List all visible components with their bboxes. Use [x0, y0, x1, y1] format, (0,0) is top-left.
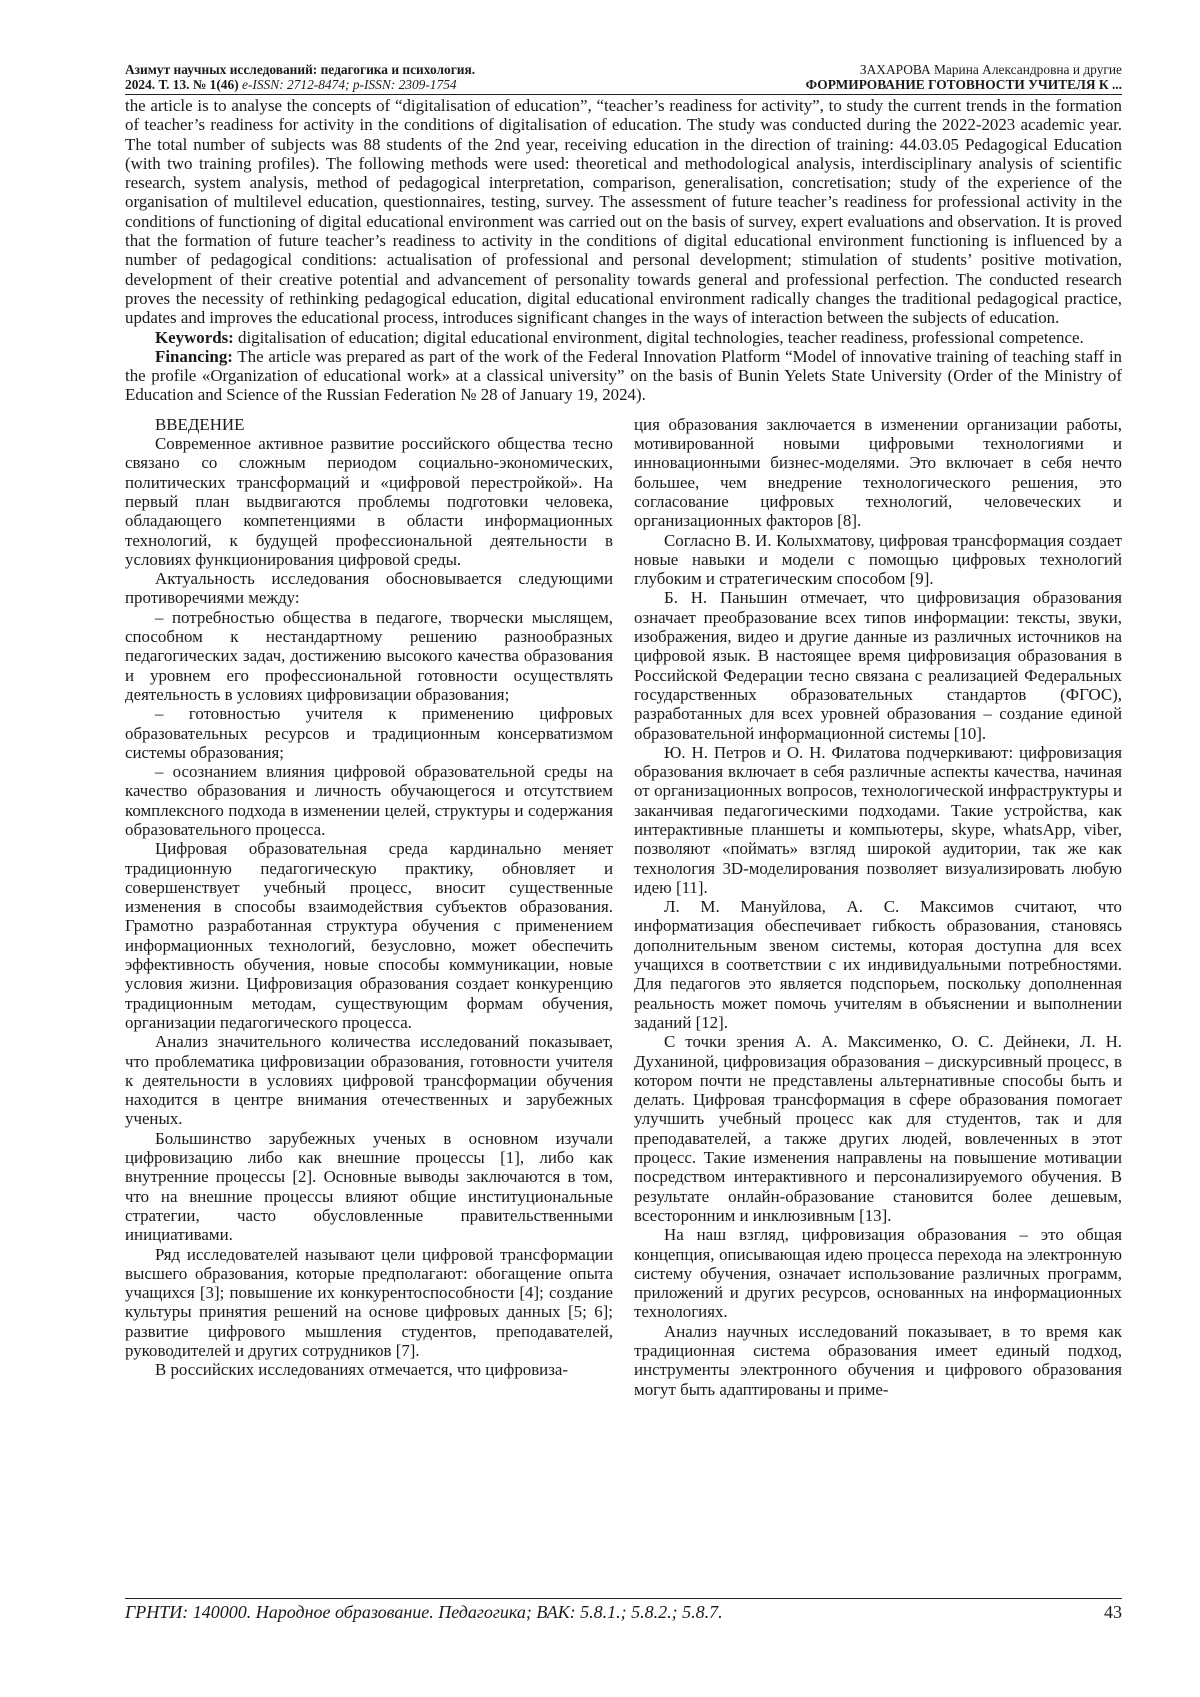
right-column	[634, 415, 1122, 1399]
paragraph: На наш взгляд, цифровизация образования – это общая концепция, описывающая идею процесса перехода на электронную систему обучения, означает использование различных программ, приложений и других ресурсов, основанных на информационных технологиях.	[634, 1225, 1122, 1322]
paragraph: Ю. Н. Петров и О. Н. Филатова подчеркивают: цифровизация образования включает в себя различные аспекты качества, начиная от организационных вопросов, технологической инфраструктуры и заканчивая педагогическими подходами. Такие устройства, как интерактивные планшеты и компьютеры, skype, whatsApp, viber, позволяют «поймать» взгляд широкой аудитории, так же как технология 3D-моделирования позволяет визуализировать любую идею [11].	[634, 742, 1122, 897]
paragraph: С точки зрения А. А. Максименко, О. С. Дейнеки, Л. Н. Духаниной, цифровизация образования – дискурсивный процесс, в котором почти не представлены альтернативные способы быть и делать. Цифровая трансформация в сфере образования помогает улучшить учебный процесс как для студентов, так и для преподавателей, а также других людей, вовлеченных в этот процесс. Такие изменения направлены на повышение мотивации посредством интерактивного и персонализируемого обучения. В результате онлайн-образование становится более дешевым, всесторонним и инклюзивным [13].	[634, 1032, 1122, 1225]
body-columns	[125, 415, 1122, 1399]
section-heading: ВВЕДЕНИЕ	[155, 414, 245, 434]
paragraph: Л. М. Мануйлова, А. С. Максимов считают, что информатизация обеспечивает гибкость образования, становясь дополнительным звеном системы, которая доступна для всех учащихся в соответствии с их индивидуальными потребностями. Для педагогов это является подспорьем, поскольку дополненная реальность может помочь учителям в объяснении и выполнении заданий [12].	[634, 897, 1122, 1032]
journal-issn: e-ISSN: 2712-8474; p-ISSN: 2309-1754	[238, 77, 457, 92]
paragraph: Цифровая образовательная среда кардинально меняет традиционную педагогическую практику, обновляет и совершенствует учебный процесс, вносит существенные изменения в способы взаимодействия субъектов образования. Грамотно разработанная структура обучения с применением информационных технологий, безусловно, может обеспечить эффективность обучения, новые способы коммуникации, новые условия жизни. Цифровизация образования создает конкуренцию традиционным методам, существующим формам обучения, организации педагогического процесса.	[125, 839, 613, 1032]
paragraph: Ряд исследователей называют цели цифровой трансформации высшего образования, которые предполагают: обогащение опыта учащихся [3]; повышение их конкурентоспособности [4]; создание культуры принятия решений на основе цифровых данных [5; 6]; развитие цифрового мышления студентов, преподавателей, руководителей и других сотрудников [7].	[125, 1244, 613, 1360]
paragraph: – осознанием влияния цифровой образовательной среды на качество образования и личность обучающегося и отсутствием комплексного подхода в изменении целей, структуры и содержания образовательного процесса.	[125, 762, 613, 839]
article-authors: ЗАХАРОВА Марина Александровна и другие	[859, 62, 1122, 77]
paragraph: – потребностью общества в педагоге, творчески мыслящем, способном к нестандартному решению разнообразных педагогических задач, достижению высокого качества образования и уровнем его профессиональной готовности осуществлять деятельность в условиях цифровизации образования;	[125, 607, 613, 704]
paragraph: Анализ значительного количества исследований показывает, что проблематика цифровизации образования, готовности учителя к деятельности в условиях цифровой трансформации обучения находится в центре внимания отечественных и зарубежных ученых.	[125, 1032, 613, 1129]
keywords	[125, 328, 1122, 347]
page-footer	[125, 1598, 1122, 1623]
journal-title: Азимут научных исследований: педагогика и психология.	[125, 62, 476, 77]
article-short-title: ФОРМИРОВАНИЕ ГОТОВНОСТИ УЧИТЕЛЯ К ...	[805, 77, 1122, 92]
financing-text: The article was prepared as part of the work of the Federal Innovation Platform “Model of innovative training of teaching staff in the profile «Organization of educational work» at a classical university” on the basis of Bunin Yelets State University (Order of the Ministry of Education and Science of the Russian Federation № 28 of January 19, 2024).	[125, 346, 1122, 405]
abstract-text: the article is to analyse the concepts of “digitalisation of education”, “teacher’s readiness for activity”, to study the current trends in the formation of teacher’s readiness for activity in the conditions of digitalisation of education. The study was conducted during the 2022-2023 academic year. The total number of subjects was 88 students of the 2nd year, receiving education in the direction of training: 44.03.05 Pedagogical Education (with two training profiles). The following methods were used: theoretical and methodological analysis, interdisciplinary analysis of scientific research, system analysis, method of pedagogical interpretation, comparison, generalisation, concretisation; study of the experience of the organisation of multilevel education, questionnaires, testing, survey. The assessment of future teacher’s readiness for professional activity in the conditions of functioning of digital educational environment was carried out on the basis of survey, expert evaluations and observation. It is proved that the formation of future teacher’s readiness to activity in the conditions of digital educational environment functioning is influenced by a number of pedagogical conditions: actualisation of professional and personal development; stimulation of students’ positive motivation, development of their creative potential and advancement of personality towards general and professional perfection. The conducted research proves the necessity of rethinking pedagogical education, digital educational environment radically changes the traditional pedagogical practice, updates and improves the educational process, introduces significant changes in the ways of interaction between the subjects of education.	[125, 96, 1122, 328]
paragraph: Современное активное развитие российского общества тесно связано со сложным периодом социально-экономических, политических трансформаций и «цифровой перестройкой». На первый план выдвигаются проблемы подготовки человека, обладающего компетенциями в области информационных технологий, к будущей профессиональной деятельности в условиях функционирования цифровой среды.	[125, 434, 613, 569]
paragraph: Согласно В. И. Колыхматову, цифровая трансформация создает новые навыки и модели с помощью цифровых технологий глубоким и стратегическим способом [9].	[634, 530, 1122, 589]
paragraph: Большинство зарубежных ученых в основном изучали цифровизацию либо как внешние процессы [1], либо как внутренние процессы [2]. Основные выводы заключаются в том, что на внешние процессы влияют общие институциональные стратегии, часто обусловленные правительственными инициативами.	[125, 1128, 613, 1245]
page-number: 43	[1104, 1602, 1122, 1622]
journal-info	[125, 62, 475, 92]
abstract	[125, 96, 1122, 405]
keywords-label: Keywords:	[155, 327, 234, 347]
page	[125, 62, 1122, 1399]
paragraph: Анализ научных исследований показывает, в то время как традиционная система образования имеет единый подход, инструменты электронного обучения и цифрового образования могут быть адаптированы и приме-	[634, 1321, 1122, 1399]
financing	[125, 347, 1122, 405]
paragraph: В российских исследованиях отмечается, что цифровиза-	[155, 1360, 569, 1380]
keywords-text: digitalisation of education; digital educational environment, digital technologies, teacher readiness, professional competence.	[233, 327, 1084, 347]
running-header	[125, 62, 1122, 95]
left-column	[125, 415, 613, 1399]
paragraph: Актуальность исследования обосновывается следующими противоречиями между:	[125, 569, 613, 608]
article-info	[806, 62, 1122, 92]
paragraph: – готовностью учителя к применению цифровых образовательных ресурсов и традиционным консерватизмом системы образования;	[125, 704, 613, 762]
journal-issue: 2024. Т. 13. № 1(46)	[125, 77, 239, 92]
classification-codes: ГРНТИ: 140000. Народное образование. Педагогика; ВАК: 5.8.1.; 5.8.2.; 5.8.7.	[125, 1602, 723, 1622]
paragraph: ция образования заключается в изменении организации работы, мотивированной новыми цифровыми технологиями и инновационными бизнес-моделями. Это включает в себя нечто большее, чем внедрение технологического решения, это согласование цифровых технологий, человеческих и организационных факторов [8].	[634, 414, 1122, 531]
financing-label: Financing:	[155, 346, 233, 366]
paragraph: Б. Н. Паньшин отмечает, что цифровизация образования означает преобразование всех типов информации: тексты, звуки, изображения, видео и другие данные из различных источников на цифровой язык. В настоящее время цифровизация образования в Российской Федерации тесно связана с реализацией Федеральных государственных образовательных стандартов (ФГОС), разработанных для всех уровней образования – создание единой образовательной информационной системы [10].	[634, 588, 1122, 743]
